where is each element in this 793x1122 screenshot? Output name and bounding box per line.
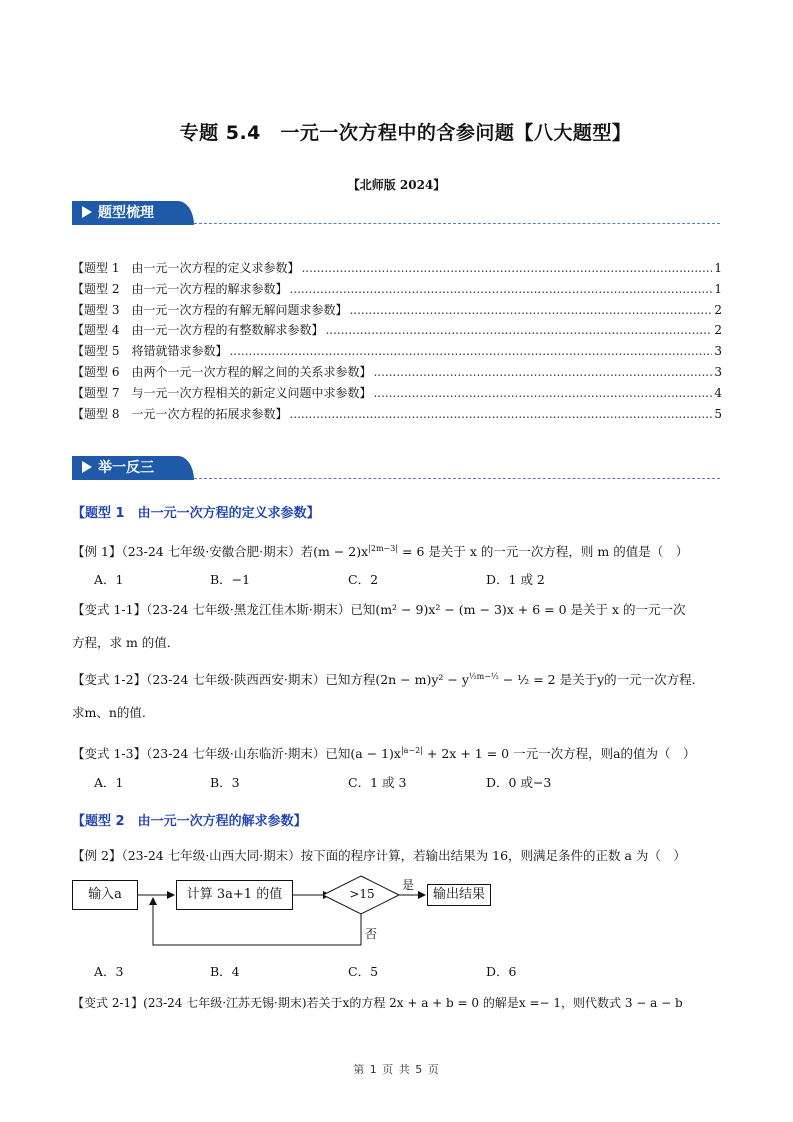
question-stem-cont: = 6 是关于 x 的一元一次方程，则 m 的值是（ ） — [398, 544, 689, 560]
question-source: （23-24 七年级·山东临沂·期末） — [146, 746, 326, 762]
toc-item[interactable] — [72, 279, 722, 300]
toc-item-label: 【题型 8 一元一次方程的拓展求参数】 — [72, 406, 288, 421]
banner-divider — [194, 478, 720, 479]
toc-item-page: 3 — [714, 344, 722, 359]
question-stem: 若关于x的方程 2x + a + b = 0 的解是x =− 1，则代数式 3 − a − b — [306, 996, 683, 1010]
toc-item[interactable] — [72, 404, 722, 425]
question-source: （23-24 七年级·山西大同·期末） — [121, 848, 301, 863]
question-source: （23-24 七年级·陕西西安·期末） — [146, 672, 326, 688]
option-a[interactable]: A．1 — [94, 572, 124, 587]
question-stem: 已知(m² − 9)x² − (m − 3)x + 6 = 0 是关于 x 的一元一次 — [350, 602, 686, 617]
toc-item-label: 【题型 4 由一元一次方程的有整数解求参数】 — [72, 323, 324, 338]
flowchart — [72, 875, 502, 955]
toc-item[interactable] — [72, 300, 722, 321]
toc-leader — [301, 258, 712, 279]
table-of-contents — [72, 258, 722, 424]
question-stem-cont: − ½ = 2 是关于y的一元一次方程. — [498, 672, 696, 688]
toc-item-page: 1 — [714, 281, 722, 296]
question-tag: 【变式 2-1】 — [72, 996, 144, 1010]
toc-item[interactable] — [72, 320, 722, 341]
practice-banner-tab — [72, 456, 194, 480]
exponent: |2m−3| — [368, 544, 399, 553]
flowchart-input-label: 输入a — [88, 887, 122, 902]
question-variant-1-3 — [72, 741, 724, 764]
toc-leader — [289, 404, 712, 425]
flowchart-output-box — [427, 884, 491, 906]
question-tag: 【例 1】 — [72, 544, 122, 560]
flowchart-compute-box — [176, 880, 293, 910]
flowchart-output-label: 输出结果 — [432, 887, 485, 902]
option-b[interactable]: B．4 — [210, 964, 240, 979]
toc-item-label: 【题型 7 与一元一次方程相关的新定义问题中求参数】 — [72, 385, 372, 400]
toc-leader — [373, 362, 712, 383]
toc-item-page: 4 — [714, 385, 722, 400]
page-footer: 第 1 页 共 5 页 — [353, 1063, 440, 1076]
banner-divider — [194, 223, 720, 224]
option-d[interactable]: D．0 或−3 — [486, 775, 552, 790]
toc-banner — [72, 201, 792, 225]
toc-item-label: 【题型 6 由两个一元一次方程的解之间的关系求参数】 — [72, 364, 372, 379]
toc-item-label: 【题型 3 由一元一次方程的有解无解问题求参数】 — [72, 302, 348, 317]
document-title: 专题 5.4 一元一次方程中的含参问题【八大题型】 — [179, 122, 632, 144]
option-c[interactable]: C．1 或 3 — [348, 775, 407, 790]
flowchart-compute-label: 计算 3a+1 的值 — [186, 887, 283, 902]
question-variant-1-1-line2: 方程，求 m 的值． — [72, 635, 180, 650]
option-c[interactable]: C．2 — [348, 572, 379, 587]
flowchart-yes-label: 是 — [402, 878, 415, 892]
toc-item-page: 2 — [714, 302, 722, 317]
flowchart-no-label: 否 — [365, 927, 378, 941]
toc-item[interactable] — [72, 362, 722, 383]
toc-leader — [229, 341, 712, 362]
question-example-2 — [72, 846, 724, 866]
play-triangle-icon — [82, 461, 92, 473]
question-stem: 若(m − 2)x — [300, 544, 369, 560]
toc-leader — [349, 300, 712, 321]
options-row — [94, 962, 694, 982]
question-variant-1-1 — [72, 600, 724, 620]
question-source: (23-24 七年级·江苏无锡·期末) — [143, 996, 307, 1010]
question-tag: 【例 2】 — [72, 848, 122, 863]
question-variant-1-2-line2: 求m、n的值. — [72, 705, 146, 720]
exponent: ½m−½ — [468, 672, 499, 681]
toc-item-page: 3 — [714, 364, 722, 379]
toc-item-page: 5 — [714, 406, 722, 421]
toc-item-label: 【题型 1 由一元一次方程的定义求参数】 — [72, 261, 300, 275]
question-stem: 已知方程(2n − m)y² − y — [325, 672, 469, 688]
toc-item-page: 2 — [714, 323, 722, 338]
question-stem-cont: + 2x + 1 = 0 一元一次方程，则a的值为（ ） — [422, 746, 696, 762]
option-b[interactable]: B．−1 — [210, 572, 251, 587]
toc-item[interactable] — [72, 258, 722, 279]
options-row — [94, 570, 694, 590]
question-stem: 按下面的程序计算，若输出结果为 16，则满足条件的正数 a 为（ ） — [300, 848, 686, 863]
option-c[interactable]: C．5 — [348, 964, 379, 979]
question-source: （23-24 七年级·安徽合肥·期末） — [121, 544, 301, 560]
option-d[interactable]: D．1 或 2 — [486, 572, 545, 587]
question-example-1 — [72, 539, 724, 562]
exponent: |a−2| — [400, 746, 423, 755]
flowchart-condition-label: >15 — [349, 887, 375, 901]
question-tag: 【变式 1-3】 — [72, 746, 147, 762]
play-triangle-icon — [82, 206, 92, 218]
practice-banner-label: 举一反三 — [98, 460, 154, 476]
toc-item-page: 1 — [714, 261, 722, 275]
edition-label: 【北师版 2024】 — [347, 178, 446, 192]
toc-item[interactable] — [72, 341, 722, 362]
question-tag: 【变式 1-1】 — [72, 602, 147, 617]
toc-leader — [373, 383, 712, 404]
section-heading: 【题型 1 由一元一次方程的定义求参数】 — [72, 506, 320, 521]
toc-banner-label: 题型梳理 — [98, 205, 154, 221]
arrow-head-up-icon — [149, 897, 157, 905]
option-a[interactable]: A．1 — [94, 775, 124, 790]
toc-leader — [325, 320, 712, 341]
practice-banner — [72, 456, 792, 480]
flowchart-input-box — [72, 880, 138, 910]
option-a[interactable]: A．3 — [94, 964, 124, 979]
toc-item[interactable] — [72, 383, 722, 404]
options-row — [94, 773, 694, 793]
question-stem: 已知(a − 1)x — [325, 746, 401, 762]
option-b[interactable]: B．3 — [210, 775, 240, 790]
toc-banner-tab — [72, 201, 194, 225]
question-source: （23-24 七年级·黑龙江佳木斯·期末） — [146, 602, 351, 617]
question-variant-2-1 — [72, 993, 732, 1013]
option-d[interactable]: D．6 — [486, 964, 517, 979]
question-tag: 【变式 1-2】 — [72, 672, 147, 688]
section-heading: 【题型 2 由一元一次方程的解求参数】 — [72, 814, 307, 829]
toc-leader — [289, 279, 712, 300]
question-variant-1-2 — [72, 667, 724, 690]
toc-item-label: 【题型 2 由一元一次方程的解求参数】 — [72, 281, 288, 296]
toc-item-label: 【题型 5 将错就错求参数】 — [72, 344, 228, 359]
